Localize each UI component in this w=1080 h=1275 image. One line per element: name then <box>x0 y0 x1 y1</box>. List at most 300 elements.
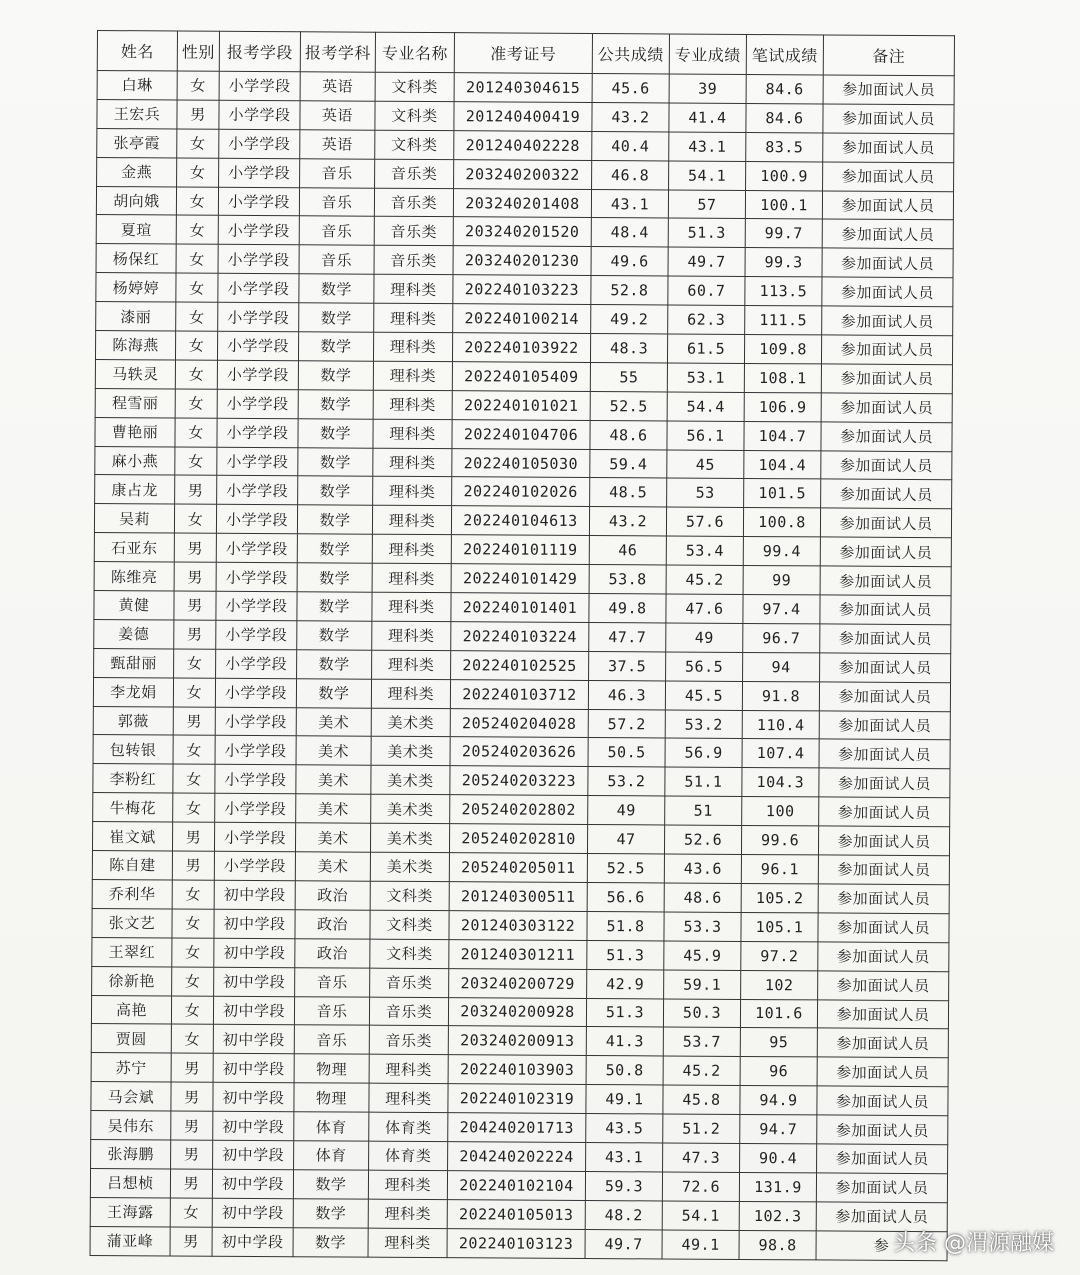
major-cell: 理科类 <box>368 1228 447 1257</box>
public-score-cell: 40.4 <box>592 131 669 160</box>
subject-cell: 体育 <box>294 1141 369 1170</box>
major-score-cell: 54.1 <box>669 161 746 190</box>
major-cell: 理科类 <box>373 477 452 506</box>
public-score-cell: 49.2 <box>591 305 668 334</box>
written-score-cell: 102 <box>741 970 818 999</box>
major-cell: 理科类 <box>372 563 451 592</box>
stage-cell: 初中学段 <box>214 880 295 909</box>
major-score-cell: 45.2 <box>663 1056 740 1085</box>
written-score-cell: 96 <box>740 1057 817 1086</box>
stage-cell: 小学学段 <box>218 216 299 245</box>
stage-cell: 初中学段 <box>212 1227 293 1256</box>
subject-cell: 英语 <box>300 72 375 101</box>
written-score-cell: 94 <box>743 652 820 681</box>
stage-cell: 小学学段 <box>217 447 298 476</box>
stage-cell: 初中学段 <box>214 967 295 996</box>
exam-id-cell: 202240103223 <box>453 275 591 305</box>
remark-cell: 参加面试人员 <box>819 682 950 712</box>
written-score-cell: 96.7 <box>743 623 820 652</box>
written-score-cell: 100.1 <box>745 190 822 219</box>
subject-cell: 英语 <box>300 101 375 130</box>
name-cell: 李粉红 <box>93 764 173 793</box>
major-cell: 理科类 <box>373 448 452 477</box>
stage-cell: 小学学段 <box>219 158 300 187</box>
remark-cell: 参加面试人员 <box>820 566 951 596</box>
stage-cell: 小学学段 <box>217 360 298 389</box>
stage-cell: 小学学段 <box>215 736 296 765</box>
written-score-cell: 83.5 <box>746 132 823 161</box>
subject-cell: 数学 <box>297 534 372 563</box>
exam-id-cell: 202240101401 <box>451 593 589 623</box>
exam-id-cell: 201240400419 <box>454 102 592 132</box>
major-score-cell: 51.2 <box>663 1114 740 1143</box>
major-score-cell: 51.1 <box>665 767 742 796</box>
exam-id-cell: 201240304615 <box>454 73 592 103</box>
gender-cell: 男 <box>171 1053 213 1082</box>
name-cell: 贾圆 <box>91 1024 171 1053</box>
gender-cell: 女 <box>176 302 218 331</box>
remark-cell: 参加面试人员 <box>816 1173 947 1203</box>
major-cell: 理科类 <box>374 274 453 303</box>
name-cell: 甄甜丽 <box>94 648 174 677</box>
major-cell: 音乐类 <box>375 159 454 188</box>
remark-cell: 参加面试人员 <box>821 393 952 423</box>
public-score-cell: 37.5 <box>589 651 666 680</box>
stage-cell: 小学学段 <box>218 302 299 331</box>
remark-cell: 参加面试人员 <box>822 248 953 278</box>
remark-cell: 参加面试人员 <box>818 913 949 943</box>
name-cell: 程雪丽 <box>95 388 175 417</box>
remark-cell: 参加面试人员 <box>820 624 951 654</box>
written-score-cell: 107.4 <box>742 739 819 768</box>
exam-id-cell: 202240103123 <box>447 1228 585 1258</box>
remark-cell: 参加面试人员 <box>823 133 954 163</box>
major-cell: 文科类 <box>370 881 449 910</box>
subject-cell: 音乐 <box>299 216 374 245</box>
name-cell: 乔利华 <box>92 879 172 908</box>
major-score-cell: 49.7 <box>668 247 745 276</box>
subject-cell: 美术 <box>296 765 371 794</box>
major-score-cell: 47.3 <box>663 1143 740 1172</box>
stage-cell: 小学学段 <box>216 649 297 678</box>
gender-cell: 男 <box>171 1140 213 1169</box>
stage-cell: 小学学段 <box>219 100 300 129</box>
name-cell: 漆丽 <box>96 302 176 331</box>
major-cell: 理科类 <box>369 1083 448 1112</box>
gender-cell: 男 <box>171 1082 213 1111</box>
header-written-score: 笔试成绩 <box>746 34 823 74</box>
gender-cell: 女 <box>171 1024 213 1053</box>
remark-cell: 参加面试人员 <box>823 162 954 192</box>
public-score-cell: 43.1 <box>591 189 668 218</box>
major-score-cell: 49 <box>666 623 743 652</box>
subject-cell: 数学 <box>297 592 372 621</box>
gender-cell: 男 <box>172 851 214 880</box>
gender-cell: 女 <box>174 504 216 533</box>
major-score-cell: 56.1 <box>667 421 744 450</box>
gender-cell: 女 <box>175 360 217 389</box>
public-score-cell: 52.5 <box>587 854 664 883</box>
written-score-cell: 110.4 <box>742 710 819 739</box>
written-score-cell: 104.7 <box>744 421 821 450</box>
major-cell: 音乐类 <box>369 1026 448 1055</box>
name-cell: 金燕 <box>97 157 177 186</box>
stage-cell: 初中学段 <box>213 1054 294 1083</box>
major-cell: 理科类 <box>369 1054 448 1083</box>
subject-cell: 数学 <box>293 1170 368 1199</box>
header-name: 姓名 <box>97 31 177 71</box>
name-cell: 张亭霞 <box>97 128 177 157</box>
major-score-cell: 54.4 <box>667 392 744 421</box>
subject-cell: 数学 <box>293 1198 368 1227</box>
name-cell: 王海露 <box>90 1197 170 1226</box>
major-cell: 文科类 <box>375 130 454 159</box>
written-score-cell: 84.6 <box>746 74 823 103</box>
gender-cell: 女 <box>174 649 216 678</box>
subject-cell: 美术 <box>295 852 370 881</box>
exam-id-cell: 203240200913 <box>448 1026 586 1056</box>
stage-cell: 小学学段 <box>217 476 298 505</box>
name-cell: 麻小燕 <box>95 446 175 475</box>
gender-cell: 女 <box>173 678 215 707</box>
subject-cell: 音乐 <box>299 187 374 216</box>
written-score-cell: 108.1 <box>744 363 821 392</box>
major-cell: 理科类 <box>374 303 453 332</box>
public-score-cell: 50.8 <box>586 1056 663 1085</box>
subject-cell: 美术 <box>296 736 371 765</box>
written-score-cell: 99.6 <box>741 826 818 855</box>
written-score-cell: 100 <box>742 797 819 826</box>
major-score-cell: 45.9 <box>664 941 741 970</box>
remark-cell: 参加面试人员 <box>817 1028 948 1058</box>
remark-cell: 参加面试人员 <box>817 1115 948 1145</box>
major-cell: 理科类 <box>372 650 451 679</box>
remark-cell: 参加面试人员 <box>818 942 949 972</box>
subject-cell: 政治 <box>295 938 370 967</box>
major-cell: 理科类 <box>373 361 452 390</box>
public-score-cell: 50.5 <box>588 738 665 767</box>
gender-cell: 男 <box>174 533 216 562</box>
name-cell: 高艳 <box>91 995 171 1024</box>
public-score-cell: 43.2 <box>592 102 669 131</box>
subject-cell: 数学 <box>298 418 373 447</box>
gender-cell: 男 <box>170 1227 212 1256</box>
remark-cell: 参加面试人员 <box>821 479 952 509</box>
major-cell: 体育类 <box>369 1141 448 1170</box>
major-score-cell: 49.1 <box>662 1230 739 1259</box>
gender-cell: 女 <box>172 967 214 996</box>
exam-id-cell: 205240203626 <box>450 737 588 767</box>
major-cell: 美术类 <box>371 708 450 737</box>
subject-cell: 物理 <box>294 1083 369 1112</box>
written-score-cell: 102.3 <box>739 1201 816 1230</box>
name-cell: 包转银 <box>93 735 173 764</box>
remark-cell: 参加面试人员 <box>818 826 949 856</box>
written-score-cell: 91.8 <box>742 681 819 710</box>
subject-cell: 音乐 <box>299 245 374 274</box>
remark-cell: 参加面试人员 <box>820 508 951 538</box>
major-score-cell: 47.6 <box>666 594 743 623</box>
public-score-cell: 48.4 <box>591 218 668 247</box>
remark-cell: 参加面试人员 <box>816 1202 947 1232</box>
major-score-cell: 53.1 <box>667 363 744 392</box>
table-row <box>90 1226 947 1260</box>
gender-cell: 女 <box>172 880 214 909</box>
written-score-cell: 97.2 <box>741 941 818 970</box>
stage-cell: 小学学段 <box>218 245 299 274</box>
major-score-cell: 43.6 <box>664 854 741 883</box>
gender-cell: 男 <box>175 475 217 504</box>
name-cell: 杨保红 <box>96 244 176 273</box>
gender-cell: 男 <box>174 591 216 620</box>
exam-id-cell: 203240200928 <box>448 997 586 1027</box>
exam-id-cell: 205240203223 <box>450 766 588 796</box>
name-cell: 白琳 <box>97 71 177 100</box>
gender-cell: 女 <box>170 1198 212 1227</box>
major-cell: 音乐类 <box>374 188 453 217</box>
name-cell: 石亚东 <box>94 533 174 562</box>
stage-cell: 小学学段 <box>218 187 299 216</box>
written-score-cell: 101.6 <box>740 999 817 1028</box>
stage-cell: 小学学段 <box>219 129 300 158</box>
public-score-cell: 51.8 <box>587 911 664 940</box>
written-score-cell: 131.9 <box>739 1172 816 1201</box>
stage-cell: 小学学段 <box>214 822 295 851</box>
exam-id-cell: 202240101429 <box>451 564 589 594</box>
stage-cell: 初中学段 <box>214 938 295 967</box>
remark-cell: 参加面试人员 <box>817 999 948 1029</box>
major-score-cell: 51 <box>665 796 742 825</box>
subject-cell: 政治 <box>295 881 370 910</box>
gender-cell: 男 <box>173 707 215 736</box>
public-score-cell: 46.8 <box>592 160 669 189</box>
major-score-cell: 51.3 <box>668 218 745 247</box>
major-cell: 文科类 <box>375 72 454 101</box>
public-score-cell: 41.3 <box>586 1027 663 1056</box>
gender-cell: 男 <box>171 1111 213 1140</box>
remark-cell: 参加面试人员 <box>819 797 950 827</box>
exam-id-cell: 201240301211 <box>449 939 587 969</box>
subject-cell: 音乐 <box>294 996 369 1025</box>
major-score-cell: 60.7 <box>668 276 745 305</box>
major-score-cell: 53.3 <box>664 912 741 941</box>
written-score-cell: 100.9 <box>746 161 823 190</box>
stage-cell: 小学学段 <box>216 533 297 562</box>
major-score-cell: 53.4 <box>666 536 743 565</box>
major-score-cell: 41.4 <box>669 103 746 132</box>
gender-cell: 女 <box>173 764 215 793</box>
subject-cell: 政治 <box>295 910 370 939</box>
subject-cell: 数学 <box>298 361 373 390</box>
exam-id-cell: 204240202224 <box>448 1142 586 1172</box>
public-score-cell: 53.2 <box>588 767 665 796</box>
written-score-cell: 105.2 <box>741 883 818 912</box>
gender-cell: 男 <box>170 1169 212 1198</box>
remark-cell: 参加面试人员 <box>819 768 950 798</box>
name-cell: 吕想桢 <box>90 1168 170 1197</box>
remark-cell: 参加面试人员 <box>817 1144 948 1174</box>
name-cell: 张海鹏 <box>91 1139 171 1168</box>
remark-cell: 参加面试人员 <box>821 335 952 365</box>
exam-id-cell: 204240201713 <box>448 1113 586 1143</box>
major-cell: 理科类 <box>372 534 451 563</box>
written-score-cell: 95 <box>740 1028 817 1057</box>
written-score-cell: 94.9 <box>740 1086 817 1115</box>
public-score-cell: 56.6 <box>587 882 664 911</box>
public-score-cell: 45.6 <box>592 74 669 103</box>
stage-cell: 小学学段 <box>216 562 297 591</box>
subject-cell: 数学 <box>297 650 372 679</box>
public-score-cell: 46.3 <box>588 680 665 709</box>
name-cell: 胡向娥 <box>96 186 176 215</box>
major-score-cell: 43.1 <box>669 132 746 161</box>
stage-cell: 初中学段 <box>213 996 294 1025</box>
exam-id-cell: 202240104613 <box>451 506 589 536</box>
public-score-cell: 42.9 <box>587 969 664 998</box>
table-header-row <box>97 31 954 76</box>
public-score-cell: 59.3 <box>585 1171 662 1200</box>
written-score-cell: 113.5 <box>745 277 822 306</box>
name-cell: 康占龙 <box>95 475 175 504</box>
stage-cell: 小学学段 <box>214 851 295 880</box>
exam-id-cell: 202240103224 <box>451 622 589 652</box>
written-score-cell: 97.4 <box>743 594 820 623</box>
exam-id-cell: 202240105409 <box>452 362 590 392</box>
name-cell: 曹艳丽 <box>95 417 175 446</box>
major-score-cell: 45.2 <box>666 565 743 594</box>
subject-cell: 音乐 <box>300 158 375 187</box>
gender-cell: 女 <box>173 735 215 764</box>
remark-cell: 参加面试人员 <box>822 306 953 336</box>
stage-cell: 小学学段 <box>215 707 296 736</box>
major-cell: 理科类 <box>373 390 452 419</box>
major-cell: 理科类 <box>372 592 451 621</box>
remark-cell: 参加面试人员 <box>822 219 953 249</box>
major-score-cell: 53.7 <box>663 1027 740 1056</box>
subject-cell: 数学 <box>298 332 373 361</box>
name-cell: 牛梅花 <box>93 793 173 822</box>
major-score-cell: 52.6 <box>664 825 741 854</box>
public-score-cell: 48.2 <box>585 1200 662 1229</box>
name-cell: 姜德 <box>94 619 174 648</box>
written-score-cell: 90.4 <box>740 1143 817 1172</box>
gender-cell: 女 <box>176 187 218 216</box>
gender-cell: 女 <box>173 793 215 822</box>
public-score-cell: 43.1 <box>586 1142 663 1171</box>
remark-cell: 参加面试人员 <box>823 104 954 134</box>
major-cell: 音乐类 <box>374 246 453 275</box>
exam-id-cell: 202240100214 <box>453 304 591 334</box>
major-score-cell: 39 <box>669 74 746 103</box>
stage-cell: 初中学段 <box>213 1140 294 1169</box>
major-score-cell: 50.3 <box>663 998 740 1027</box>
gender-cell: 女 <box>176 273 218 302</box>
remark-cell: 参加面试人员 <box>818 884 949 914</box>
remark-cell: 参加面试人员 <box>819 711 950 741</box>
exam-id-cell: 202240103712 <box>450 679 588 709</box>
gender-cell: 女 <box>176 244 218 273</box>
stage-cell: 小学学段 <box>217 418 298 447</box>
subject-cell: 物理 <box>294 1054 369 1083</box>
stage-cell: 小学学段 <box>218 273 299 302</box>
major-cell: 体育类 <box>369 1112 448 1141</box>
subject-cell: 美术 <box>296 707 371 736</box>
remark-cell: 参加面试人员 <box>817 1057 948 1087</box>
subject-cell: 数学 <box>293 1227 368 1256</box>
remark-cell: 参加面试人员 <box>821 451 952 481</box>
subject-cell: 美术 <box>296 794 371 823</box>
major-cell: 理科类 <box>368 1170 447 1199</box>
stage-cell: 初中学段 <box>212 1169 293 1198</box>
name-cell: 崔文斌 <box>92 822 172 851</box>
remark-cell: 参加面试人员 <box>821 364 952 394</box>
name-cell: 杨婷婷 <box>96 273 176 302</box>
exam-id-cell: 203240200729 <box>449 968 587 998</box>
gender-cell: 女 <box>176 215 218 244</box>
subject-cell: 数学 <box>298 476 373 505</box>
written-score-cell: 98.8 <box>739 1230 816 1259</box>
major-score-cell: 57 <box>668 190 745 219</box>
exam-id-cell: 202240104706 <box>452 419 590 449</box>
major-cell: 美术类 <box>370 823 449 852</box>
header-remark: 备注 <box>823 35 954 76</box>
name-cell: 吴伟东 <box>91 1111 171 1140</box>
major-cell: 理科类 <box>372 621 451 650</box>
remark-cell: 参加面试人员 <box>818 855 949 885</box>
stage-cell: 初中学段 <box>213 1111 294 1140</box>
exam-id-cell: 205240204028 <box>450 708 588 738</box>
major-cell: 理科类 <box>371 679 450 708</box>
exam-id-cell: 205240202810 <box>449 824 587 854</box>
exam-id-cell: 202240105030 <box>452 448 590 478</box>
stage-cell: 小学学段 <box>215 678 296 707</box>
public-score-cell: 43.2 <box>589 507 666 536</box>
header-exam-id: 准考证号 <box>454 33 592 74</box>
candidate-score-table <box>90 30 955 1261</box>
stage-cell: 小学学段 <box>215 793 296 822</box>
remark-cell: 参加面试人员 <box>822 277 953 307</box>
public-score-cell: 52.8 <box>591 276 668 305</box>
written-score-cell: 99 <box>743 566 820 595</box>
public-score-cell: 49.6 <box>591 247 668 276</box>
public-score-cell: 52.5 <box>590 391 667 420</box>
remark-cell: 参加面试人员 <box>818 971 949 1001</box>
exam-id-cell: 202240102525 <box>451 650 589 680</box>
major-score-cell: 48.6 <box>664 883 741 912</box>
remark-cell: 参加面试人员 <box>820 537 951 567</box>
name-cell: 马轶灵 <box>95 359 175 388</box>
public-score-cell: 55 <box>590 362 667 391</box>
exam-id-cell: 203240200322 <box>454 159 592 189</box>
exam-id-cell: 202240102319 <box>448 1084 586 1114</box>
written-score-cell: 99.3 <box>745 248 822 277</box>
remark-cell: 参加面试人员 <box>821 422 952 452</box>
watermark: 头条 @渭源融媒 <box>893 1231 1054 1256</box>
major-score-cell: 62.3 <box>668 305 745 334</box>
major-score-cell: 53 <box>667 478 744 507</box>
stage-cell: 初中学段 <box>213 1082 294 1111</box>
public-score-cell: 53.8 <box>589 565 666 594</box>
name-cell: 王翠红 <box>92 937 172 966</box>
subject-cell: 英语 <box>300 130 375 159</box>
major-score-cell: 45.8 <box>663 1085 740 1114</box>
exam-id-cell: 202240101119 <box>451 535 589 565</box>
major-cell: 音乐类 <box>374 217 453 246</box>
gender-cell: 女 <box>177 129 219 158</box>
gender-cell: 男 <box>174 620 216 649</box>
major-cell: 文科类 <box>375 101 454 130</box>
major-cell: 美术类 <box>371 794 450 823</box>
